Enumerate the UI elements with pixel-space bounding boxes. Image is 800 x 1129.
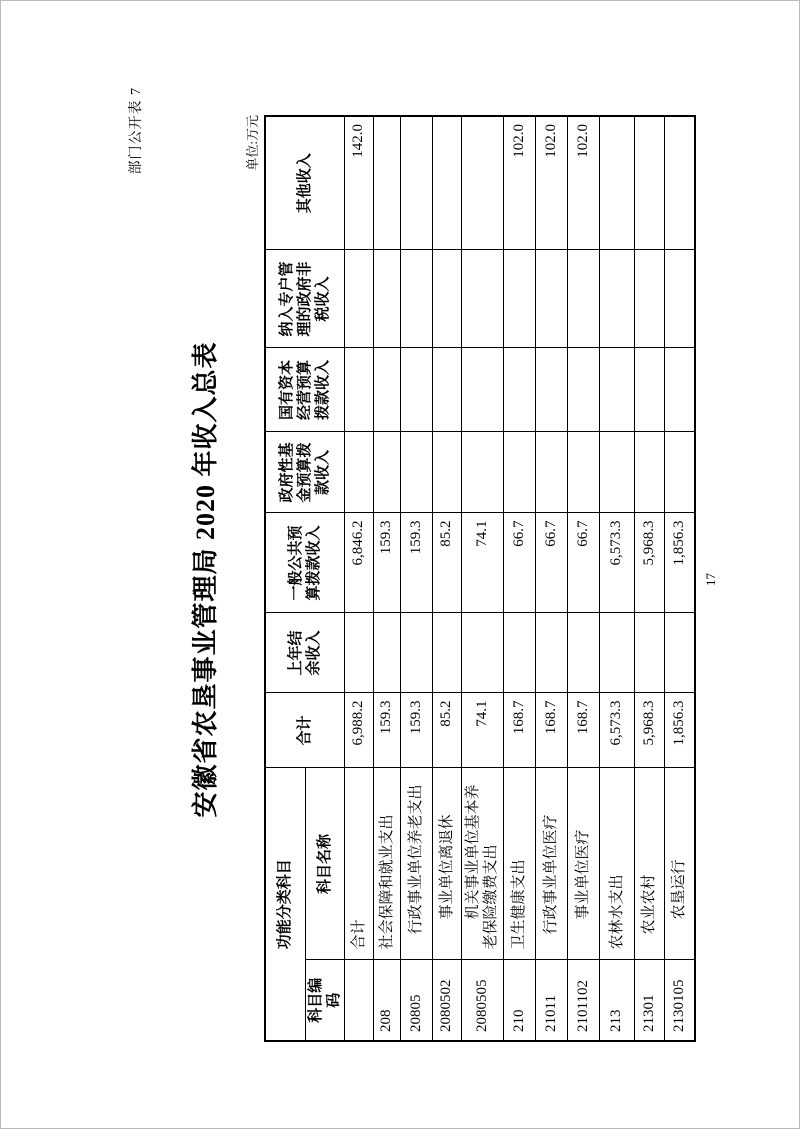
header-other: 其他收入: [265, 116, 344, 250]
cell-other: [634, 116, 664, 250]
cell-fund: [400, 432, 432, 513]
cell-total: 168.7: [503, 693, 535, 768]
cell-name: 事业单位离退休: [432, 768, 461, 960]
cell-name: 行政事业单位养老支出: [400, 768, 432, 960]
cell-name: 事业单位医疗: [567, 768, 599, 960]
table-row: [400, 116, 432, 1041]
cell-special: [373, 250, 400, 348]
cell-total: 168.7: [567, 693, 599, 768]
cell-other: [664, 116, 695, 250]
cell-carryover: [432, 613, 461, 693]
cell-other: 102.0: [567, 116, 599, 250]
cell-other: [400, 116, 432, 250]
cell-capital: [373, 348, 400, 432]
cell-general: 66.7: [567, 513, 599, 613]
cell-other: 102.0: [503, 116, 535, 250]
corner-label: 部门公开表 7: [129, 87, 144, 175]
cell-capital: [567, 348, 599, 432]
cell-fund: [503, 432, 535, 513]
cell-name: 农业农村: [634, 768, 664, 960]
cell-special: [432, 250, 461, 348]
cell-code: 208: [373, 960, 400, 1041]
header-code: 科目编码: [305, 960, 344, 1041]
table-row: [344, 116, 373, 1041]
cell-general: 1,856.3: [664, 513, 695, 613]
cell-carryover: [567, 613, 599, 693]
cell-fund: [373, 432, 400, 513]
table-row: [664, 116, 695, 1041]
cell-other: [432, 116, 461, 250]
cell-name: 农垦运行: [664, 768, 695, 960]
cell-other: 142.0: [344, 116, 373, 250]
cell-capital: [344, 348, 373, 432]
cell-fund: [599, 432, 634, 513]
header-name: 科目名称: [305, 768, 344, 960]
cell-fund: [664, 432, 695, 513]
cell-carryover: [599, 613, 634, 693]
cell-name: 行政事业单位医疗: [535, 768, 567, 960]
cell-carryover: [503, 613, 535, 693]
cell-carryover: [634, 613, 664, 693]
cell-total: 159.3: [400, 693, 432, 768]
cell-capital: [535, 348, 567, 432]
cell-special: [567, 250, 599, 348]
cell-capital: [599, 348, 634, 432]
cell-special: [503, 250, 535, 348]
cell-carryover: [400, 613, 432, 693]
cell-code: 2080502: [432, 960, 461, 1041]
cell-carryover: [461, 613, 503, 693]
cell-fund: [634, 432, 664, 513]
cell-total: 6,573.3: [599, 693, 634, 768]
cell-special: [344, 250, 373, 348]
header-group: 功能分类科目: [265, 768, 305, 1041]
cell-special: [599, 250, 634, 348]
table-row: [634, 116, 664, 1041]
rotated-landscape-sheet: [1, 1, 800, 1129]
cell-carryover: [664, 613, 695, 693]
table-row: [432, 116, 461, 1041]
cell-special: [634, 250, 664, 348]
cell-special: [400, 250, 432, 348]
cell-name: 合计: [344, 768, 373, 960]
cell-capital: [432, 348, 461, 432]
cell-name: 机关事业单位基本养老保险缴费支出: [461, 768, 503, 960]
cell-carryover: [535, 613, 567, 693]
cell-fund: [461, 432, 503, 513]
cell-capital: [503, 348, 535, 432]
cell-other: [461, 116, 503, 250]
cell-total: 1,856.3: [664, 693, 695, 768]
table-row: [567, 116, 599, 1041]
cell-name: 卫生健康支出: [503, 768, 535, 960]
cell-general: 66.7: [503, 513, 535, 613]
cell-total: 159.3: [373, 693, 400, 768]
header-total: 合计: [265, 693, 344, 768]
cell-code: 21011: [535, 960, 567, 1041]
table-row: [503, 116, 535, 1041]
cell-capital: [400, 348, 432, 432]
cell-total: 5,968.3: [634, 693, 664, 768]
header-carryover: 上年结余收入: [265, 613, 344, 693]
cell-total: 74.1: [461, 693, 503, 768]
table-row: [461, 116, 503, 1041]
income-summary-table: [264, 115, 696, 1042]
table-row: [535, 116, 567, 1041]
cell-general: 159.3: [400, 513, 432, 613]
cell-other: [599, 116, 634, 250]
cell-general: 6,573.3: [599, 513, 634, 613]
table-row: [599, 116, 634, 1041]
cell-carryover: [344, 613, 373, 693]
header-general-budget: 一般公共预算拨款收入: [265, 513, 344, 613]
cell-total: 168.7: [535, 693, 567, 768]
cell-name: 农林水支出: [599, 768, 634, 960]
cell-carryover: [373, 613, 400, 693]
cell-fund: [344, 432, 373, 513]
cell-fund: [567, 432, 599, 513]
cell-general: 5,968.3: [634, 513, 664, 613]
cell-code: 213: [599, 960, 634, 1041]
cell-special: [461, 250, 503, 348]
page-number: 17: [703, 573, 718, 586]
cell-other: 102.0: [535, 116, 567, 250]
cell-code: [344, 960, 373, 1041]
cell-capital: [664, 348, 695, 432]
cell-capital: [461, 348, 503, 432]
cell-total: 6,988.2: [344, 693, 373, 768]
cell-code: 2080505: [461, 960, 503, 1041]
cell-code: 2101102: [567, 960, 599, 1041]
cell-general: 85.2: [432, 513, 461, 613]
header-special-account: 纳入专户管理的政府非税收入: [265, 250, 344, 348]
unit-label: 单位:万元: [245, 115, 260, 171]
cell-name: 社会保障和就业支出: [373, 768, 400, 960]
cell-capital: [634, 348, 664, 432]
cell-general: 159.3: [373, 513, 400, 613]
cell-code: 20805: [400, 960, 432, 1041]
cell-code: 2130105: [664, 960, 695, 1041]
cell-total: 85.2: [432, 693, 461, 768]
cell-fund: [432, 432, 461, 513]
cell-general: 74.1: [461, 513, 503, 613]
cell-code: 21301: [634, 960, 664, 1041]
page-title: 安徽省农垦事业管理局 2020 年收入总表: [191, 341, 220, 818]
cell-code: 210: [503, 960, 535, 1041]
cell-special: [535, 250, 567, 348]
cell-general: 6,846.2: [344, 513, 373, 613]
cell-other: [373, 116, 400, 250]
header-state-capital: 国有资本经营预算拨款收入: [265, 348, 344, 432]
table-row: [373, 116, 400, 1041]
cell-general: 66.7: [535, 513, 567, 613]
cell-fund: [535, 432, 567, 513]
cell-special: [664, 250, 695, 348]
header-gov-fund: 政府性基金预算拨款收入: [265, 432, 344, 513]
